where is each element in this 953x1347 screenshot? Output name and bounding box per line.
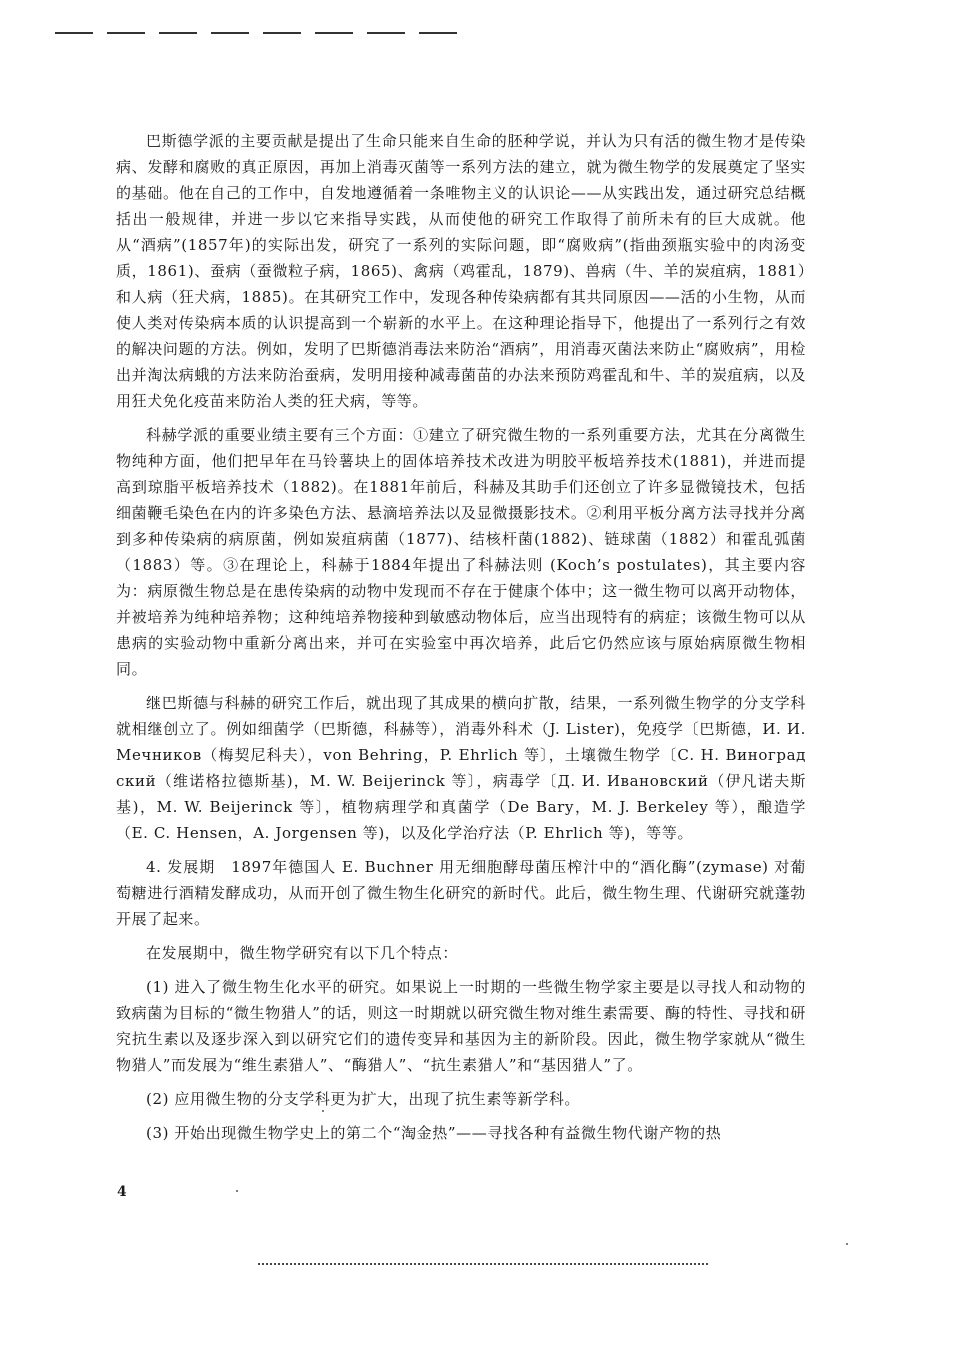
bottom-dotted-rule: [258, 1263, 708, 1265]
page-body: [116, 128, 806, 1154]
scan-speck: [846, 1243, 848, 1245]
paragraph-feature-3: (3) 开始出现微生物学史上的第二个“淘金热”——寻找各种有益微生物代谢产物的热: [146, 1124, 722, 1142]
dash-segment: [211, 32, 249, 34]
page-number: 4: [117, 1184, 127, 1200]
paragraph-feature-2: (2) 应用微生物的分支学科更为扩大，出现了抗生素等新学科。: [146, 1090, 581, 1108]
dash-segment: [315, 32, 353, 34]
header-dash-line: [55, 32, 457, 34]
paragraph-features-intro: 在发展期中，微生物学研究有以下几个特点：: [146, 944, 459, 962]
paragraph-development-period: 4. 发展期 1897年德国人 E. Buchner 用无细胞酵母菌压榨汁中的“酒化酶”(zymase) 对葡萄糖进行酒精发酵成功，从而开创了微生物生化研究的新时代。此后，微生物生理、代谢研究就蓬勃开展了起来。: [116, 858, 806, 928]
dash-segment: [159, 32, 197, 34]
paragraph-feature-1: (1) 进入了微生物生化水平的研究。如果说上一时期的一些微生物学家主要是以寻找人和动物的致病菌为目标的“微生物猎人”的话，则这一时期就以研究微生物对维生素需要、酶的特性、寻找和研究抗生素以及逐步深入到以研究它们的遗传变异和基因为主的新阶段。因此，微生物学家就从“微生物猎人”而发展为“维生素猎人”、“酶猎人”、“抗生素猎人”和“基因猎人”了。: [116, 978, 806, 1074]
dash-segment: [107, 32, 145, 34]
paragraph-pasteur-school: 巴斯德学派的主要贡献是提出了生命只能来自生命的胚种学说，并认为只有活的微生物才是传染病、发酵和腐败的真正原因，再加上消毒灭菌等一系列方法的建立，就为微生物学的发展奠定了坚实的基础。他在自己的工作中，自发地遵循着一条唯物主义的认识论——从实践出发，通过研究总结概括出一般规律，并进一步以它来指导实践，从而使他的研究工作取得了前所未有的巨大成就。他从“酒病”(1857年)的实际出发，研究了一系列的实际问题，即“腐败病”(指曲颈瓶实验中的肉汤变质，1861)、蚕病（蚕微粒子病，1865)、禽病（鸡霍乱，1879)、兽病（牛、羊的炭疽病，1881）和人病（狂犬病，1885)。在其研究工作中，发现各种传染病都有其共同原因——活的小生物，从而使人类对传染病本质的认识提高到一个崭新的水平上。在这种理论指导下，他提出了一系列行之有效的解决问题的方法。例如，发明了巴斯德消毒法来防治“酒病”，用消毒灭菌法来防止“腐败病”，用检出并淘汰病蛾的方法来防治蚕病，发明用接种减毒菌苗的办法来预防鸡霍乱和牛、羊的炭疽病，以及用狂犬免化疫苗来防治人类的狂犬病，等等。: [116, 132, 806, 410]
paragraph-branch-disciplines: 继巴斯德与科赫的研究工作后，就出现了其成果的横向扩散，结果，一系列微生物学的分支学科就相继创立了。例如细菌学（巴斯德，科赫等），消毒外科术（J. Lister)，免疫学〔巴斯德，И. И. Мечников（梅契尼科夫），von Behring，P. Ehrlich 等〕，土壤微生物学〔С. Н. Виноград ский（维诺格拉德斯基)，M. W. Beijerinck 等〕，病毒学〔Д. И. Ивановский（伊凡诺夫斯基)，M. W. Beijerinck 等〕，植物病理学和真菌学（De Bary，M. J. Berkeley 等），酿造学（E. C. Hensen，A. Jorgensen 等)，以及化学治疗法（P. Ehrlich 等)，等等。: [116, 694, 806, 842]
dash-segment: [263, 32, 301, 34]
scan-speck: [322, 1110, 324, 1112]
scan-speck: [236, 1190, 238, 1192]
dash-segment: [55, 32, 93, 34]
dash-segment: [367, 32, 405, 34]
dash-segment: [419, 32, 457, 34]
paragraph-koch-school: 科赫学派的重要业绩主要有三个方面：①建立了研究微生物的一系列重要方法，尤其在分离微生物纯种方面，他们把早年在马铃薯块上的固体培养技术改进为明胶平板培养技术(1881)，并进而提高到琼脂平板培养技术（1882)。在1881年前后，科赫及其助手们还创立了许多显微镜技术，包括细菌鞭毛染色在内的许多染色方法、悬滴培养法以及显微摄影技术。②利用平板分离方法寻找并分离到多种传染病的病原菌，例如炭疽病菌（1877)、结核杆菌(1882)、链球菌（1882）和霍乱弧菌（1883）等。③在理论上，科赫于1884年提出了科赫法则 (Koch’s postulates)，其主要内容为：病原微生物总是在患传染病的动物中发现而不存在于健康个体中；这一微生物可以离开动物体，并被培养为纯种培养物；这种纯培养物接种到敏感动物体后，应当出现特有的病症；该微生物可以从患病的实验动物中重新分离出来，并可在实验室中再次培养，此后它仍然应该与原始病原微生物相同。: [116, 426, 806, 678]
